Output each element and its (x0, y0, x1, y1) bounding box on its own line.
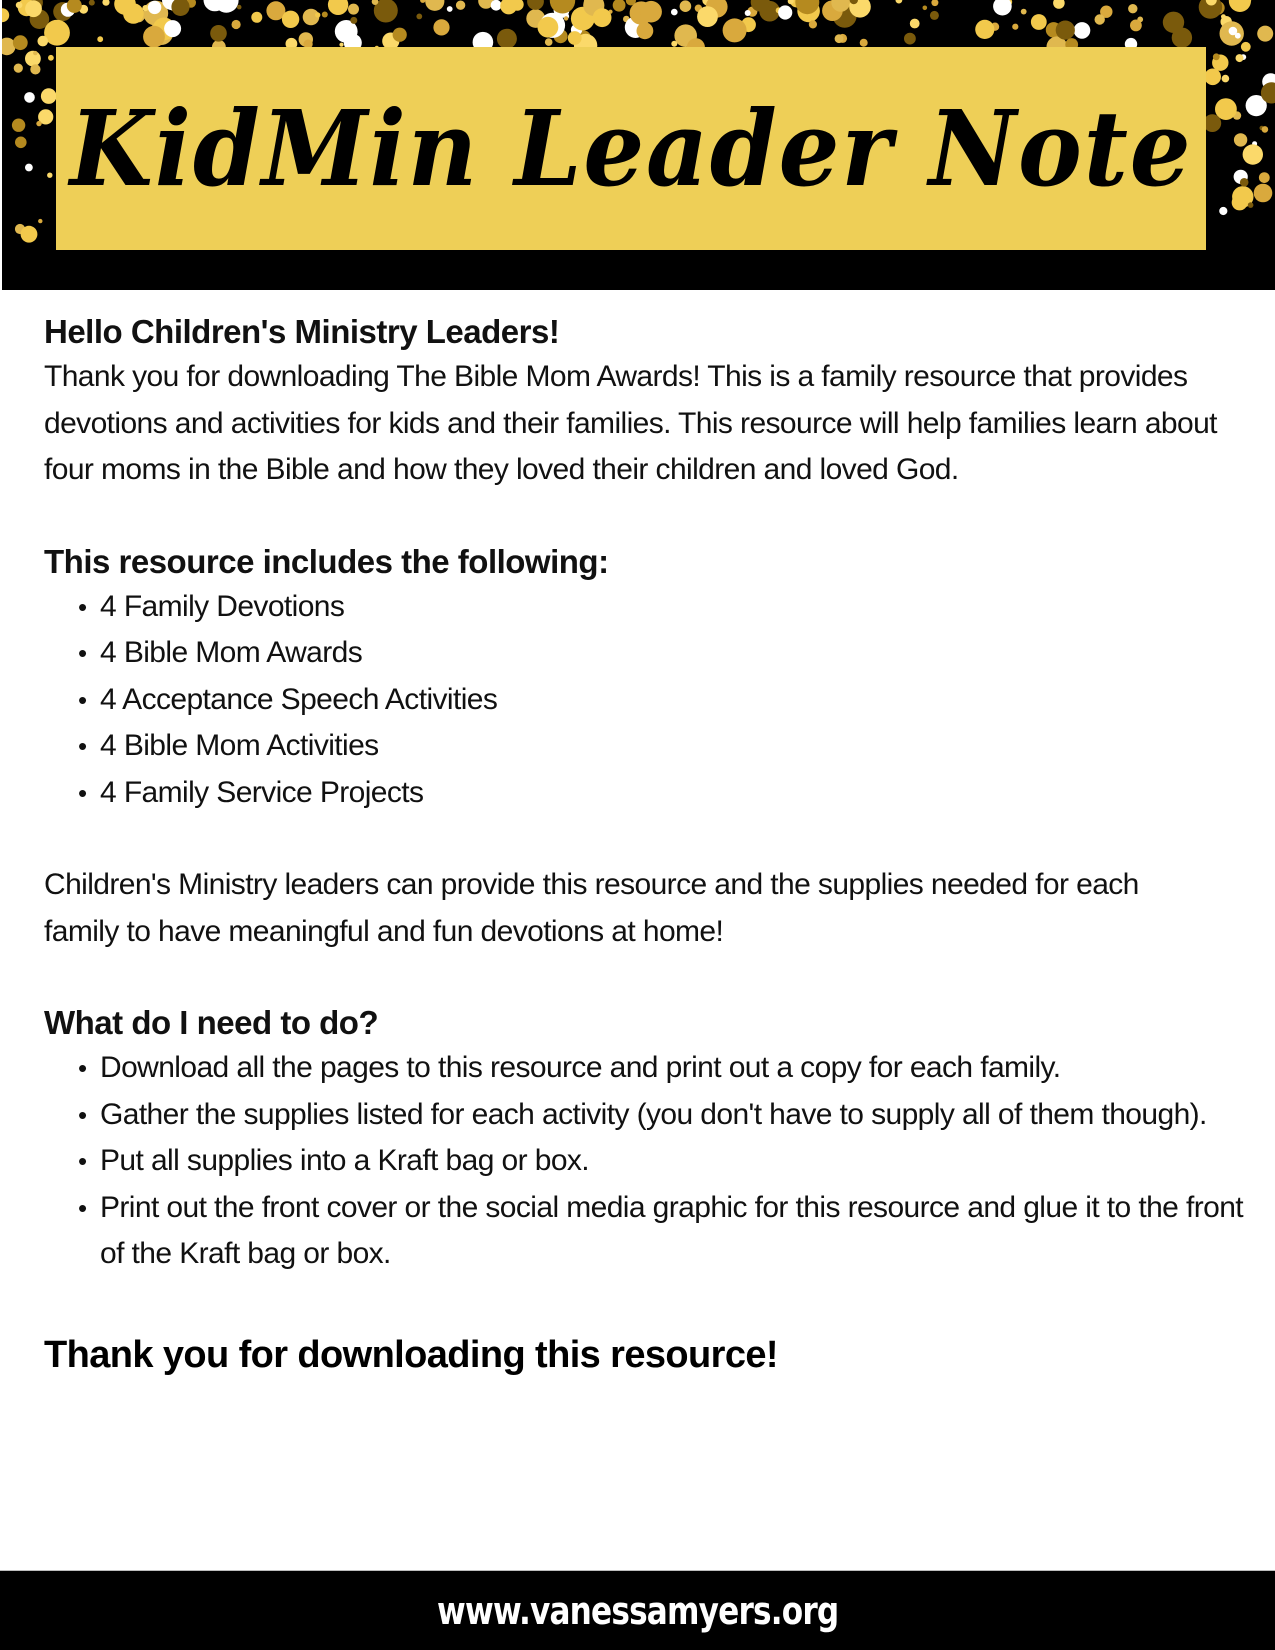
confetti-dot (24, 92, 35, 103)
confetti-dot (860, 39, 868, 47)
confetti-dot (1021, 9, 1027, 15)
bullet-icon: • (78, 1192, 87, 1223)
confetti-dot (25, 0, 42, 17)
confetti-dot (550, 0, 575, 14)
confetti-dot (148, 1, 161, 14)
confetti-dot (1095, 14, 1105, 24)
main-content (44, 310, 1244, 1380)
list-item (78, 1045, 1248, 1092)
list-item (78, 1138, 1248, 1185)
spacer (44, 955, 1244, 1001)
confetti-dot (164, 20, 181, 37)
confetti-dot (671, 9, 678, 16)
todo-list (44, 1045, 1248, 1278)
confetti-dot (896, 0, 903, 4)
list-item-text: 4 Acceptance Speech Activities (100, 682, 498, 716)
includes-list (44, 584, 1244, 817)
list-item (78, 630, 1244, 677)
confetti-dot (237, 5, 242, 10)
confetti-dot (232, 20, 241, 29)
confetti-dot (1262, 126, 1269, 133)
confetti-dot (637, 22, 654, 39)
confetti-dot (251, 12, 262, 23)
confetti-dot (930, 11, 939, 20)
confetti-dot (21, 226, 38, 243)
confetti-dot (36, 121, 41, 126)
confetti-dot (1053, 0, 1065, 9)
confetti-dot (1130, 20, 1142, 32)
confetti-dot (315, 12, 320, 17)
confetti-dot (1236, 54, 1244, 62)
confetti-dot (491, 0, 502, 11)
confetti-dot (1241, 42, 1251, 52)
confetti-dot (25, 164, 33, 172)
bullet-icon: • (78, 1099, 87, 1130)
confetti-dot (38, 219, 42, 223)
confetti-dot (420, 0, 425, 3)
confetti-dot (538, 17, 559, 38)
confetti-dot (497, 29, 517, 49)
list-item-text: Gather the supplies listed for each activity (you don't have to supply all of them though). (100, 1097, 1207, 1131)
confetti-dot (697, 6, 718, 27)
bullet-icon: • (78, 777, 87, 808)
footer-bar (0, 1570, 1275, 1650)
confetti-dot (1229, 0, 1251, 12)
confetti-dot (89, 0, 95, 6)
website-link[interactable]: www.vanessamyers.org (436, 1588, 839, 1633)
confetti-dot (328, 0, 348, 15)
confetti-dot (1222, 75, 1230, 83)
confetti-dot (1074, 22, 1091, 39)
confetti-dot (25, 51, 41, 67)
confetti-dot (1240, 178, 1249, 187)
todo-heading: What do I need to do? (44, 1004, 379, 1041)
confetti-dot (38, 36, 49, 47)
confetti-dot (1229, 27, 1238, 36)
confetti-dot (1203, 114, 1221, 132)
list-item (78, 677, 1244, 724)
list-item-text: 4 Family Devotions (100, 589, 345, 623)
spacer (44, 494, 1244, 540)
confetti-dot (1248, 202, 1254, 208)
confetti-dot (778, 5, 792, 19)
confetti-dot (13, 35, 28, 50)
confetti-dot (931, 0, 938, 6)
confetti-dot (143, 26, 165, 48)
confetti-dot (910, 19, 920, 29)
confetti-dot (102, 0, 109, 6)
intro-paragraph: Thank you for downloading The Bible Mom Awards! This is a family resource that provides devotions and activities for kids and their families. This resource will help families learn about four moms in the Bible and how they loved their children and loved God. (44, 360, 1217, 486)
bullet-icon: • (78, 1146, 87, 1176)
confetti-dot (210, 25, 227, 42)
confetti-dot (1031, 14, 1047, 30)
list-item (78, 1185, 1248, 1278)
list-item-text: Download all the pages to this resource and print out a copy for each family. (100, 1051, 1061, 1084)
greeting-heading: Hello Children's Ministry Leaders! (44, 313, 560, 350)
confetti-dot (1056, 21, 1075, 40)
list-item-text: Print out the front cover or the social media graphic for this resource and glue it to the front of the Kraft bag or box. (100, 1190, 1244, 1270)
bullet-icon: • (78, 684, 87, 715)
confetti-dot (97, 36, 103, 42)
list-item (78, 1092, 1248, 1139)
confetti-dot (142, 5, 148, 11)
confetti-dot (350, 17, 357, 24)
confetti-dot (923, 6, 928, 11)
confetti-dot (680, 0, 692, 12)
confetti-dot (993, 0, 1012, 16)
confetti-dot (1012, 24, 1018, 30)
confetti-dot (1259, 172, 1270, 183)
bullet-icon: • (78, 638, 87, 668)
confetti-dot (564, 16, 568, 20)
spacer (44, 816, 1244, 862)
list-item-text: 4 Family Service Projects (100, 775, 424, 809)
confetti-dot (975, 20, 994, 39)
confetti-dot (1243, 144, 1263, 164)
confetti-dot (904, 33, 916, 45)
confetti-dot (1128, 4, 1137, 13)
confetti-dot (671, 41, 677, 47)
list-item (78, 584, 1244, 631)
confetti-dot (723, 18, 747, 42)
confetti-dot (1204, 69, 1221, 86)
confetti-dot (1257, 26, 1273, 42)
list-item-text: 4 Bible Mom Awards (100, 636, 363, 669)
confetti-dot (416, 14, 422, 20)
confetti-dot (171, 0, 189, 16)
confetti-dot (500, 0, 517, 14)
page-title: KidMin Leader Note (69, 86, 1193, 210)
confetti-dot (12, 119, 25, 132)
confetti-dot (835, 34, 844, 43)
confetti-dot (322, 12, 328, 18)
confetti-dot (33, 51, 37, 55)
bullet-icon: • (78, 591, 87, 622)
bullet-icon: • (78, 731, 87, 761)
confetti-dot (1219, 207, 1227, 215)
confetti-dot (2, 8, 9, 22)
confetti-dot (48, 55, 54, 61)
confetti-dot (425, 0, 444, 11)
confetti-dot (30, 64, 40, 74)
confetti-dot (640, 1, 662, 23)
confetti-dot (433, 19, 449, 35)
confetti-dot (1234, 133, 1247, 146)
confetti-dot (47, 173, 52, 178)
confetti-dot (393, 28, 407, 42)
list-item-text: 4 Bible Mom Activities (100, 729, 379, 762)
confetti-dot (593, 8, 612, 27)
includes-heading: This resource includes the following: (44, 542, 609, 580)
confetti-dot (745, 10, 751, 16)
confetti-dot (1163, 12, 1184, 33)
confetti-dot (568, 31, 582, 45)
confetti-dot (16, 2, 23, 9)
confetti-dot (14, 64, 23, 73)
confetti-dot (613, 0, 626, 12)
title-box (56, 47, 1206, 250)
confetti-dot (282, 11, 299, 28)
confetti-dot (1254, 184, 1273, 203)
list-item (78, 723, 1244, 770)
confetti-dot (15, 137, 27, 149)
closing-message: Thank you for downloading this resource! (44, 1333, 778, 1376)
spacer (44, 1278, 1244, 1330)
bullet-icon: • (78, 1053, 87, 1083)
confetti-dot (348, 4, 359, 15)
header-banner (2, 0, 1275, 290)
confetti-dot (527, 0, 544, 10)
leaders-note-paragraph: Children's Ministry leaders can provide this resource and the supplies needed for each family to have meaningful and fun devotions at home! (44, 868, 1139, 948)
confetti-dot (809, 20, 817, 28)
confetti-dot (1232, 195, 1248, 211)
list-item-text: Put all supplies into a Kraft bag or box. (100, 1144, 590, 1177)
list-item (78, 770, 1244, 817)
confetti-dot (456, 1, 465, 10)
confetti-dot (545, 38, 553, 46)
confetti-dot (1213, 53, 1220, 60)
confetti-dot (447, 6, 453, 12)
confetti-dot (41, 88, 57, 104)
